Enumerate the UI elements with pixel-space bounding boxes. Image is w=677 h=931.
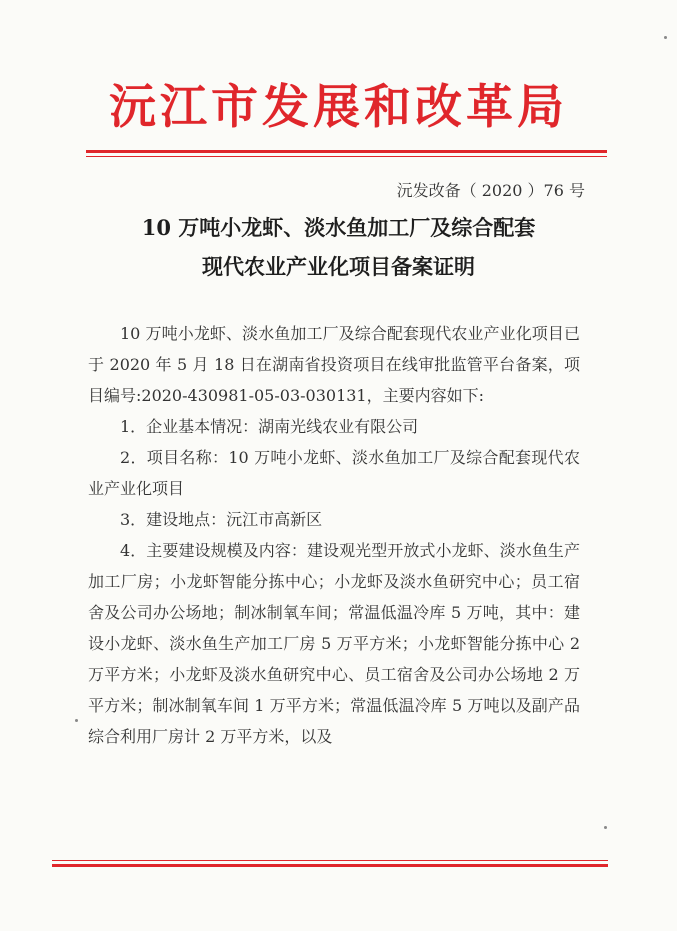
scan-speck	[604, 826, 607, 829]
document-number: 沅发改备（ 2020 ）76 号	[396, 181, 585, 200]
item-construction-site: 3．建设地点：沅江市高新区	[120, 510, 323, 529]
issuing-organization-title: 沅江市发展和改革局	[109, 80, 568, 135]
item-project-name: 2．项目名称：10 万吨小龙虾、淡水鱼加工厂及综合配套现代农业产业化项目	[88, 448, 580, 498]
document-title-line2: 现代农业产业化项目备案证明	[202, 254, 475, 279]
scan-speck	[75, 719, 78, 722]
header-red-rule-thin	[86, 156, 607, 157]
header-red-rule-thick	[86, 150, 607, 153]
scan-speck	[664, 36, 667, 39]
document-title-line1: 10 万吨小龙虾、淡水鱼加工厂及综合配套	[141, 215, 536, 240]
item-construction-scale: 4．主要建设规模及内容：建设观光型开放式小龙虾、淡水鱼生产加工厂房；小龙虾智能分拣中心；小龙虾及淡水鱼研究中心；员工宿舍及公司办公场地；制冰制氧车间；常温低温冷库 5 万吨，其中：建设小龙虾、淡水鱼生产加工厂房 5 万平方米；小龙虾智能分拣中心 2 万平方米；小龙虾及淡水鱼研究中心、员工宿舍及公司办公场地 2 万平方米；制冰制氧车间 1 万平方米；常温低温冷库 5 万吨以及副产品综合利用厂房计 2 万平方米，以及	[88, 541, 580, 746]
item-enterprise-info: 1．企业基本情况：湖南光线农业有限公司	[120, 417, 419, 436]
intro-paragraph: 10 万吨小龙虾、淡水鱼加工厂及综合配套现代农业产业化项目已于 2020 年 5 月 18 日在湖南省投资项目在线审批监管平台备案，项目编号:2020-430981-05-03-030131，主要内容如下:	[88, 324, 580, 405]
footer-red-rule-thick	[52, 864, 608, 867]
document-body	[88, 318, 580, 752]
footer-red-rule-thin	[52, 860, 608, 861]
